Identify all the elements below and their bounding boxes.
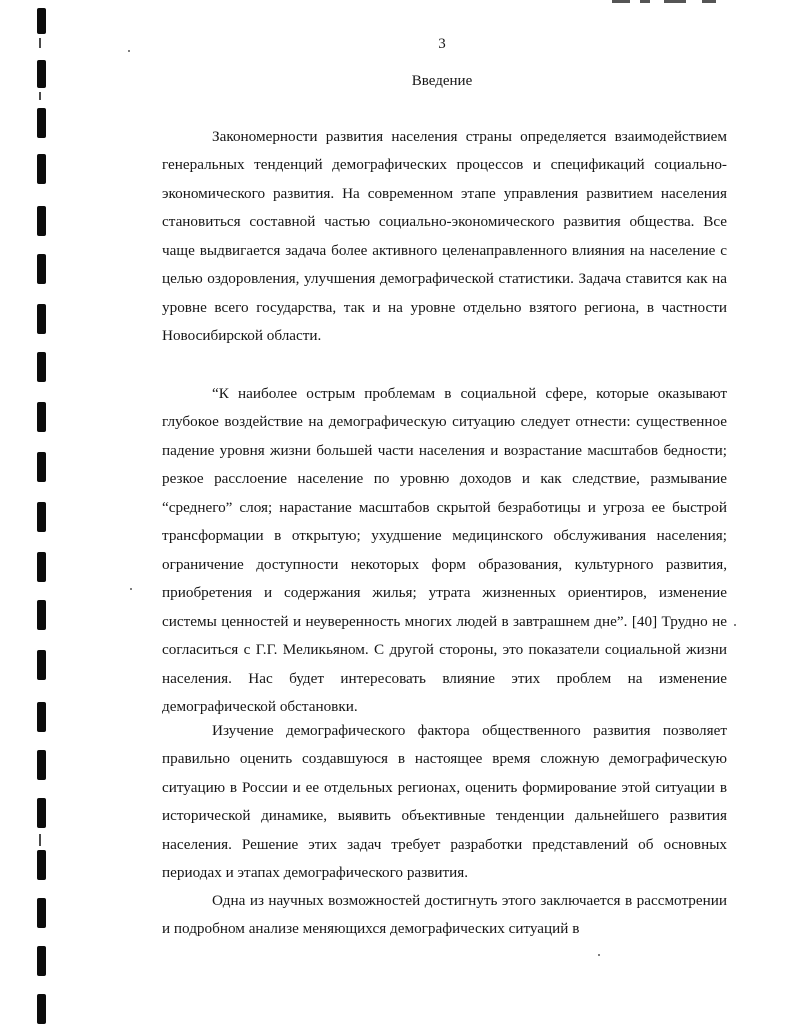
paragraph-2-block — [162, 380, 727, 721]
scan-speck — [130, 588, 132, 590]
paragraph-1-block — [162, 123, 727, 351]
paragraph: Изучение демографического фактора общественного развития позволяет правильно оценить создавшуюся в настоящее время сложную демографическую ситуацию в России и ее отдельных регионах, оценить формирование этой ситуации в исторической динамике, выявить объективные тенденции дальнейшего развития населения. Решение этих задач требует разработки представлений об основных периодах и этапах демографического развития. — [162, 722, 727, 882]
paragraph: Закономерности развития населения страны определяется взаимодействием генеральных тенденций демографических процессов и спецификаций социально-экономического развития. На современном этапе управления развитием населения становиться составной частью социально-экономического развития общества. Все чаще выдвигается задача более активного целенаправленного влияния на население с целью оздоровления, улучшения демографической статистики. Задача ставится как на уровне всего государства, так и на уровне отдельно взятого региона, в частности Новосибирской области. — [162, 128, 727, 345]
paragraph: “К наиболее острым проблемам в социальной сфере, которые оказывают глубокое воздействие на демографическую ситуацию следует отнести: существенное падение уровня жизни большей части населения и возрастание масштабов бедности; резкое расслоение население по уровню доходов и как следствие, размывание “среднего” слоя; нарастание масштабов скрытой безработицы и угроза ее быстрой трансформации в открытую; ухудшение медицинского обслуживания населения; ограничение доступности некоторых форм образования, культурного развития, приобретения и содержания жилья; утрата жизненных ориентиров, изменение системы ценностей и неуверенность многих людей в завтрашнем дне”. [40] Трудно не согласиться с Г.Г. Меликьяном. С другой стороны, это показатели социальной жизни населения. Нас будет интересовать влияние этих проблем на изменение демографической обстановки. — [162, 385, 727, 715]
page-number: 3 — [438, 36, 446, 52]
paragraph-4-block — [162, 887, 727, 944]
scan-speck — [598, 954, 600, 956]
scan-artifact-top — [612, 0, 722, 4]
scan-binding-marks — [37, 0, 49, 1024]
paragraph-3-block — [162, 717, 727, 888]
page-title: Введение — [411, 73, 473, 89]
scan-speck — [734, 624, 736, 626]
paragraph: Одна из научных возможностей достигнуть этого заключается в рассмотрении и подробном анализе меняющихся демографических ситуаций в — [162, 892, 727, 938]
scan-speck — [128, 50, 130, 52]
